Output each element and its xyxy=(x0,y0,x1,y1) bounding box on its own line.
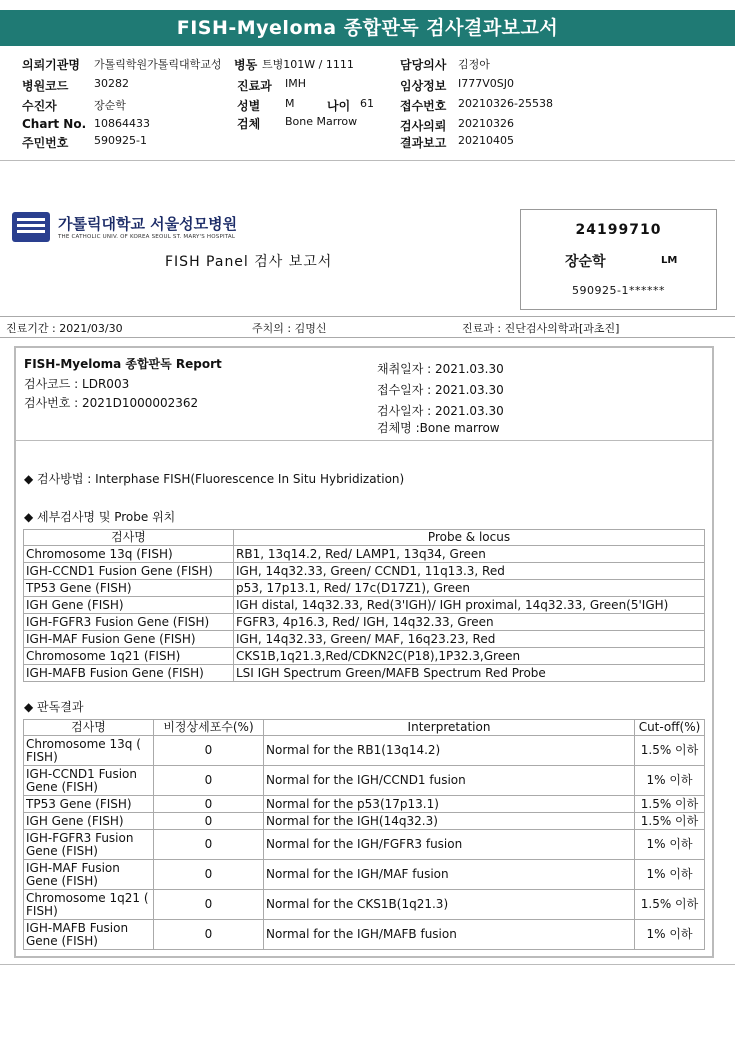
institution-row xyxy=(22,56,252,72)
result-cutoff: 1.5% 이하 xyxy=(635,890,705,920)
table-row xyxy=(24,580,705,597)
probe-test-name: IGH-CCND1 Fusion Gene (FISH) xyxy=(24,563,234,580)
table-row xyxy=(24,796,705,813)
table-row xyxy=(24,563,705,580)
test-number: 검사번호 : 2021D1000002362 xyxy=(24,396,199,410)
clinical-row xyxy=(400,77,600,93)
sex-value: M xyxy=(285,97,295,110)
patient-label-box xyxy=(520,209,717,310)
result-header-cutoff: Cut-off(%) xyxy=(635,720,705,736)
hospital-subname: THE CATHOLIC UNIV. OF KOREA SEOUL ST. MARY'S HOSPITAL xyxy=(58,234,236,240)
rrn-label: 주민번호 xyxy=(22,136,69,150)
sex-label: 성별 xyxy=(237,99,261,113)
patient-box-name: 장순학 xyxy=(565,254,606,270)
result-test-name: Chromosome 1q21 ( FISH) xyxy=(24,890,154,920)
probe-test-name: IGH-MAFB Fusion Gene (FISH) xyxy=(24,665,234,682)
probe-locus: IGH distal, 14q32.33, Red(3'IGH)/ IGH proximal, 14q32.33, Green(5'IGH) xyxy=(234,597,705,614)
result-header-interpretation: Interpretation xyxy=(264,720,635,736)
age-row xyxy=(327,97,387,113)
probe-header-locus: Probe & locus xyxy=(234,530,705,546)
result-abnormal-count: 0 xyxy=(154,920,264,950)
probe-locus: FGFR3, 4p16.3, Red/ IGH, 14q32.33, Green xyxy=(234,614,705,631)
result-abnormal-count: 0 xyxy=(154,736,264,766)
footer-divider xyxy=(0,964,735,965)
patient-box-rrn: 590925-1****** xyxy=(572,284,665,297)
hospital-code-label: 병원코드 xyxy=(22,79,69,93)
probe-locus: LSI IGH Spectrum Green/MAFB Spectrum Red Probe xyxy=(234,665,705,682)
hospital-name: 가톨릭대학교 서울성모병원 xyxy=(58,215,238,233)
report-frame xyxy=(14,346,714,958)
report-date-value: 20210405 xyxy=(458,134,514,147)
age-label: 나이 xyxy=(327,99,351,113)
report-date-label: 결과보고 xyxy=(400,136,447,150)
probe-locus: CKS1B,1q21.3,Red/CDKN2C(P18),1P32.3,Green xyxy=(234,648,705,665)
result-test-name: TP53 Gene (FISH) xyxy=(24,796,154,813)
result-test-name: IGH-CCND1 Fusion Gene (FISH) xyxy=(24,766,154,796)
table-row xyxy=(24,920,705,950)
report-title-bar: FISH-Myeloma 종합판독 검사결과보고서 xyxy=(0,10,735,46)
clinical-value: I777V0SJ0 xyxy=(458,77,514,90)
patient-value: 장순학 xyxy=(94,99,126,112)
result-interpretation: Normal for the p53(17p13.1) xyxy=(264,796,635,813)
visit-physician: 주치의 : 김명신 xyxy=(252,322,327,335)
receipt-label: 접수번호 xyxy=(400,99,447,113)
hospital-code-value: 30282 xyxy=(94,77,129,90)
visit-info-line xyxy=(0,316,735,338)
result-heading: ◆ 판독결과 xyxy=(24,700,84,714)
collect-date: 채취일자 : 2021.03.30 xyxy=(377,362,504,376)
result-abnormal-count: 0 xyxy=(154,796,264,813)
patient-row xyxy=(22,97,222,113)
probe-test-name: IGH Gene (FISH) xyxy=(24,597,234,614)
table-row xyxy=(24,597,705,614)
request-row xyxy=(400,117,600,133)
report-divider xyxy=(16,440,712,441)
specimen-value: Bone Marrow xyxy=(285,115,358,128)
table-row xyxy=(24,546,705,563)
probe-test-name: Chromosome 1q21 (FISH) xyxy=(24,648,234,665)
test-date: 검사일자 : 2021.03.30 xyxy=(377,404,504,418)
rrn-value: 590925-1 xyxy=(94,134,147,147)
request-label: 검사의뢰 xyxy=(400,119,447,133)
doctor-label: 담당의사 xyxy=(400,58,447,72)
result-abnormal-count: 0 xyxy=(154,813,264,830)
test-code: 검사코드 : LDR003 xyxy=(24,377,130,391)
dept-row xyxy=(237,77,387,93)
header-divider xyxy=(0,160,735,161)
result-test-name: IGH-MAF Fusion Gene (FISH) xyxy=(24,860,154,890)
result-test-name: IGH-FGFR3 Fusion Gene (FISH) xyxy=(24,830,154,860)
ward-value: 트병101W / 1111 xyxy=(262,58,354,71)
result-interpretation: Normal for the RB1(13q14.2) xyxy=(264,736,635,766)
table-row xyxy=(24,631,705,648)
visit-period: 진료기간 : 2021/03/30 xyxy=(6,322,123,335)
table-row xyxy=(24,766,705,796)
table-row xyxy=(24,813,705,830)
result-table xyxy=(23,719,705,950)
probe-locus: p53, 17p13.1, Red/ 17c(D17Z1), Green xyxy=(234,580,705,597)
hospital-logo-icon xyxy=(12,212,50,242)
result-cutoff: 1% 이하 xyxy=(635,860,705,890)
probe-test-name: IGH-FGFR3 Fusion Gene (FISH) xyxy=(24,614,234,631)
doctor-row xyxy=(400,56,600,72)
clinical-label: 임상정보 xyxy=(400,79,447,93)
result-interpretation: Normal for the IGH/MAF fusion xyxy=(264,860,635,890)
table-row xyxy=(24,830,705,860)
report-heading: FISH-Myeloma 종합판독 Report xyxy=(24,357,222,371)
specimen-row xyxy=(237,115,387,131)
result-header-abnormal: 비정상세포수(%) xyxy=(154,720,264,736)
chart-label: Chart No. xyxy=(22,117,87,131)
specimen-label: 검체 xyxy=(237,117,261,131)
request-value: 20210326 xyxy=(458,117,514,130)
table-row xyxy=(24,648,705,665)
table-row xyxy=(24,614,705,631)
probe-locus: IGH, 14q32.33, Green/ CCND1, 11q13.3, Red xyxy=(234,563,705,580)
result-cutoff: 1.5% 이하 xyxy=(635,796,705,813)
result-cutoff: 1.5% 이하 xyxy=(635,736,705,766)
result-cutoff: 1% 이하 xyxy=(635,830,705,860)
receipt-value: 20210326-25538 xyxy=(458,97,553,110)
result-abnormal-count: 0 xyxy=(154,830,264,860)
probe-locus: RB1, 13q14.2, Red/ LAMP1, 13q34, Green xyxy=(234,546,705,563)
result-interpretation: Normal for the IGH(14q32.3) xyxy=(264,813,635,830)
age-value: 61 xyxy=(360,97,374,110)
result-interpretation: Normal for the IGH/CCND1 fusion xyxy=(264,766,635,796)
table-row xyxy=(24,860,705,890)
rrn-row xyxy=(22,134,222,150)
method-line: ◆ 검사방법 : Interphase FISH(Fluorescence In Situ Hybridization) xyxy=(24,472,405,486)
result-abnormal-count: 0 xyxy=(154,766,264,796)
patient-barcode-id: 24199710 xyxy=(575,222,662,238)
panel-report-title: FISH Panel 검사 보고서 xyxy=(165,254,333,270)
result-test-name: Chromosome 13q ( FISH) xyxy=(24,736,154,766)
dept-value: IMH xyxy=(285,77,307,90)
result-interpretation: Normal for the CKS1B(1q21.3) xyxy=(264,890,635,920)
probe-header-name: 검사명 xyxy=(24,530,234,546)
doctor-value: 김정아 xyxy=(458,58,490,71)
result-interpretation: Normal for the IGH/MAFB fusion xyxy=(264,920,635,950)
report-date-row xyxy=(400,134,600,150)
institution-label: 의뢰기관명 xyxy=(22,58,80,72)
patient-label: 수진자 xyxy=(22,99,57,113)
table-row xyxy=(24,736,705,766)
result-cutoff: 1.5% 이하 xyxy=(635,813,705,830)
receipt-date: 접수일자 : 2021.03.30 xyxy=(377,383,504,397)
result-cutoff: 1% 이하 xyxy=(635,920,705,950)
result-test-name: IGH-MAFB Fusion Gene (FISH) xyxy=(24,920,154,950)
chart-row xyxy=(22,117,222,133)
ward-label: 병동 xyxy=(234,58,258,72)
visit-department: 진료과 : 진단검사의학과[과초진] xyxy=(462,322,620,335)
probe-locus: IGH, 14q32.33, Green/ MAF, 16q23.23, Red xyxy=(234,631,705,648)
dept-label: 진료과 xyxy=(237,79,272,93)
result-test-name: IGH Gene (FISH) xyxy=(24,813,154,830)
result-abnormal-count: 0 xyxy=(154,860,264,890)
receipt-row xyxy=(400,97,600,113)
result-cutoff: 1% 이하 xyxy=(635,766,705,796)
result-header-name: 검사명 xyxy=(24,720,154,736)
sex-row xyxy=(237,97,327,113)
result-abnormal-count: 0 xyxy=(154,890,264,920)
specimen-name: 검체명 :Bone marrow xyxy=(377,421,500,435)
probe-test-name: Chromosome 13q (FISH) xyxy=(24,546,234,563)
ward-row xyxy=(234,56,394,72)
probe-heading: ◆ 세부검사명 및 Probe 위치 xyxy=(24,510,176,524)
hospital-code-row xyxy=(22,77,222,93)
probe-test-name: IGH-MAF Fusion Gene (FISH) xyxy=(24,631,234,648)
chart-value: 10864433 xyxy=(94,117,150,130)
patient-box-code: LM xyxy=(661,255,678,266)
probe-test-name: TP53 Gene (FISH) xyxy=(24,580,234,597)
result-interpretation: Normal for the IGH/FGFR3 fusion xyxy=(264,830,635,860)
probe-table xyxy=(23,529,705,682)
table-row xyxy=(24,665,705,682)
table-row xyxy=(24,890,705,920)
institution-value: 가톨릭학원가톨릭대학교성 xyxy=(94,58,222,71)
